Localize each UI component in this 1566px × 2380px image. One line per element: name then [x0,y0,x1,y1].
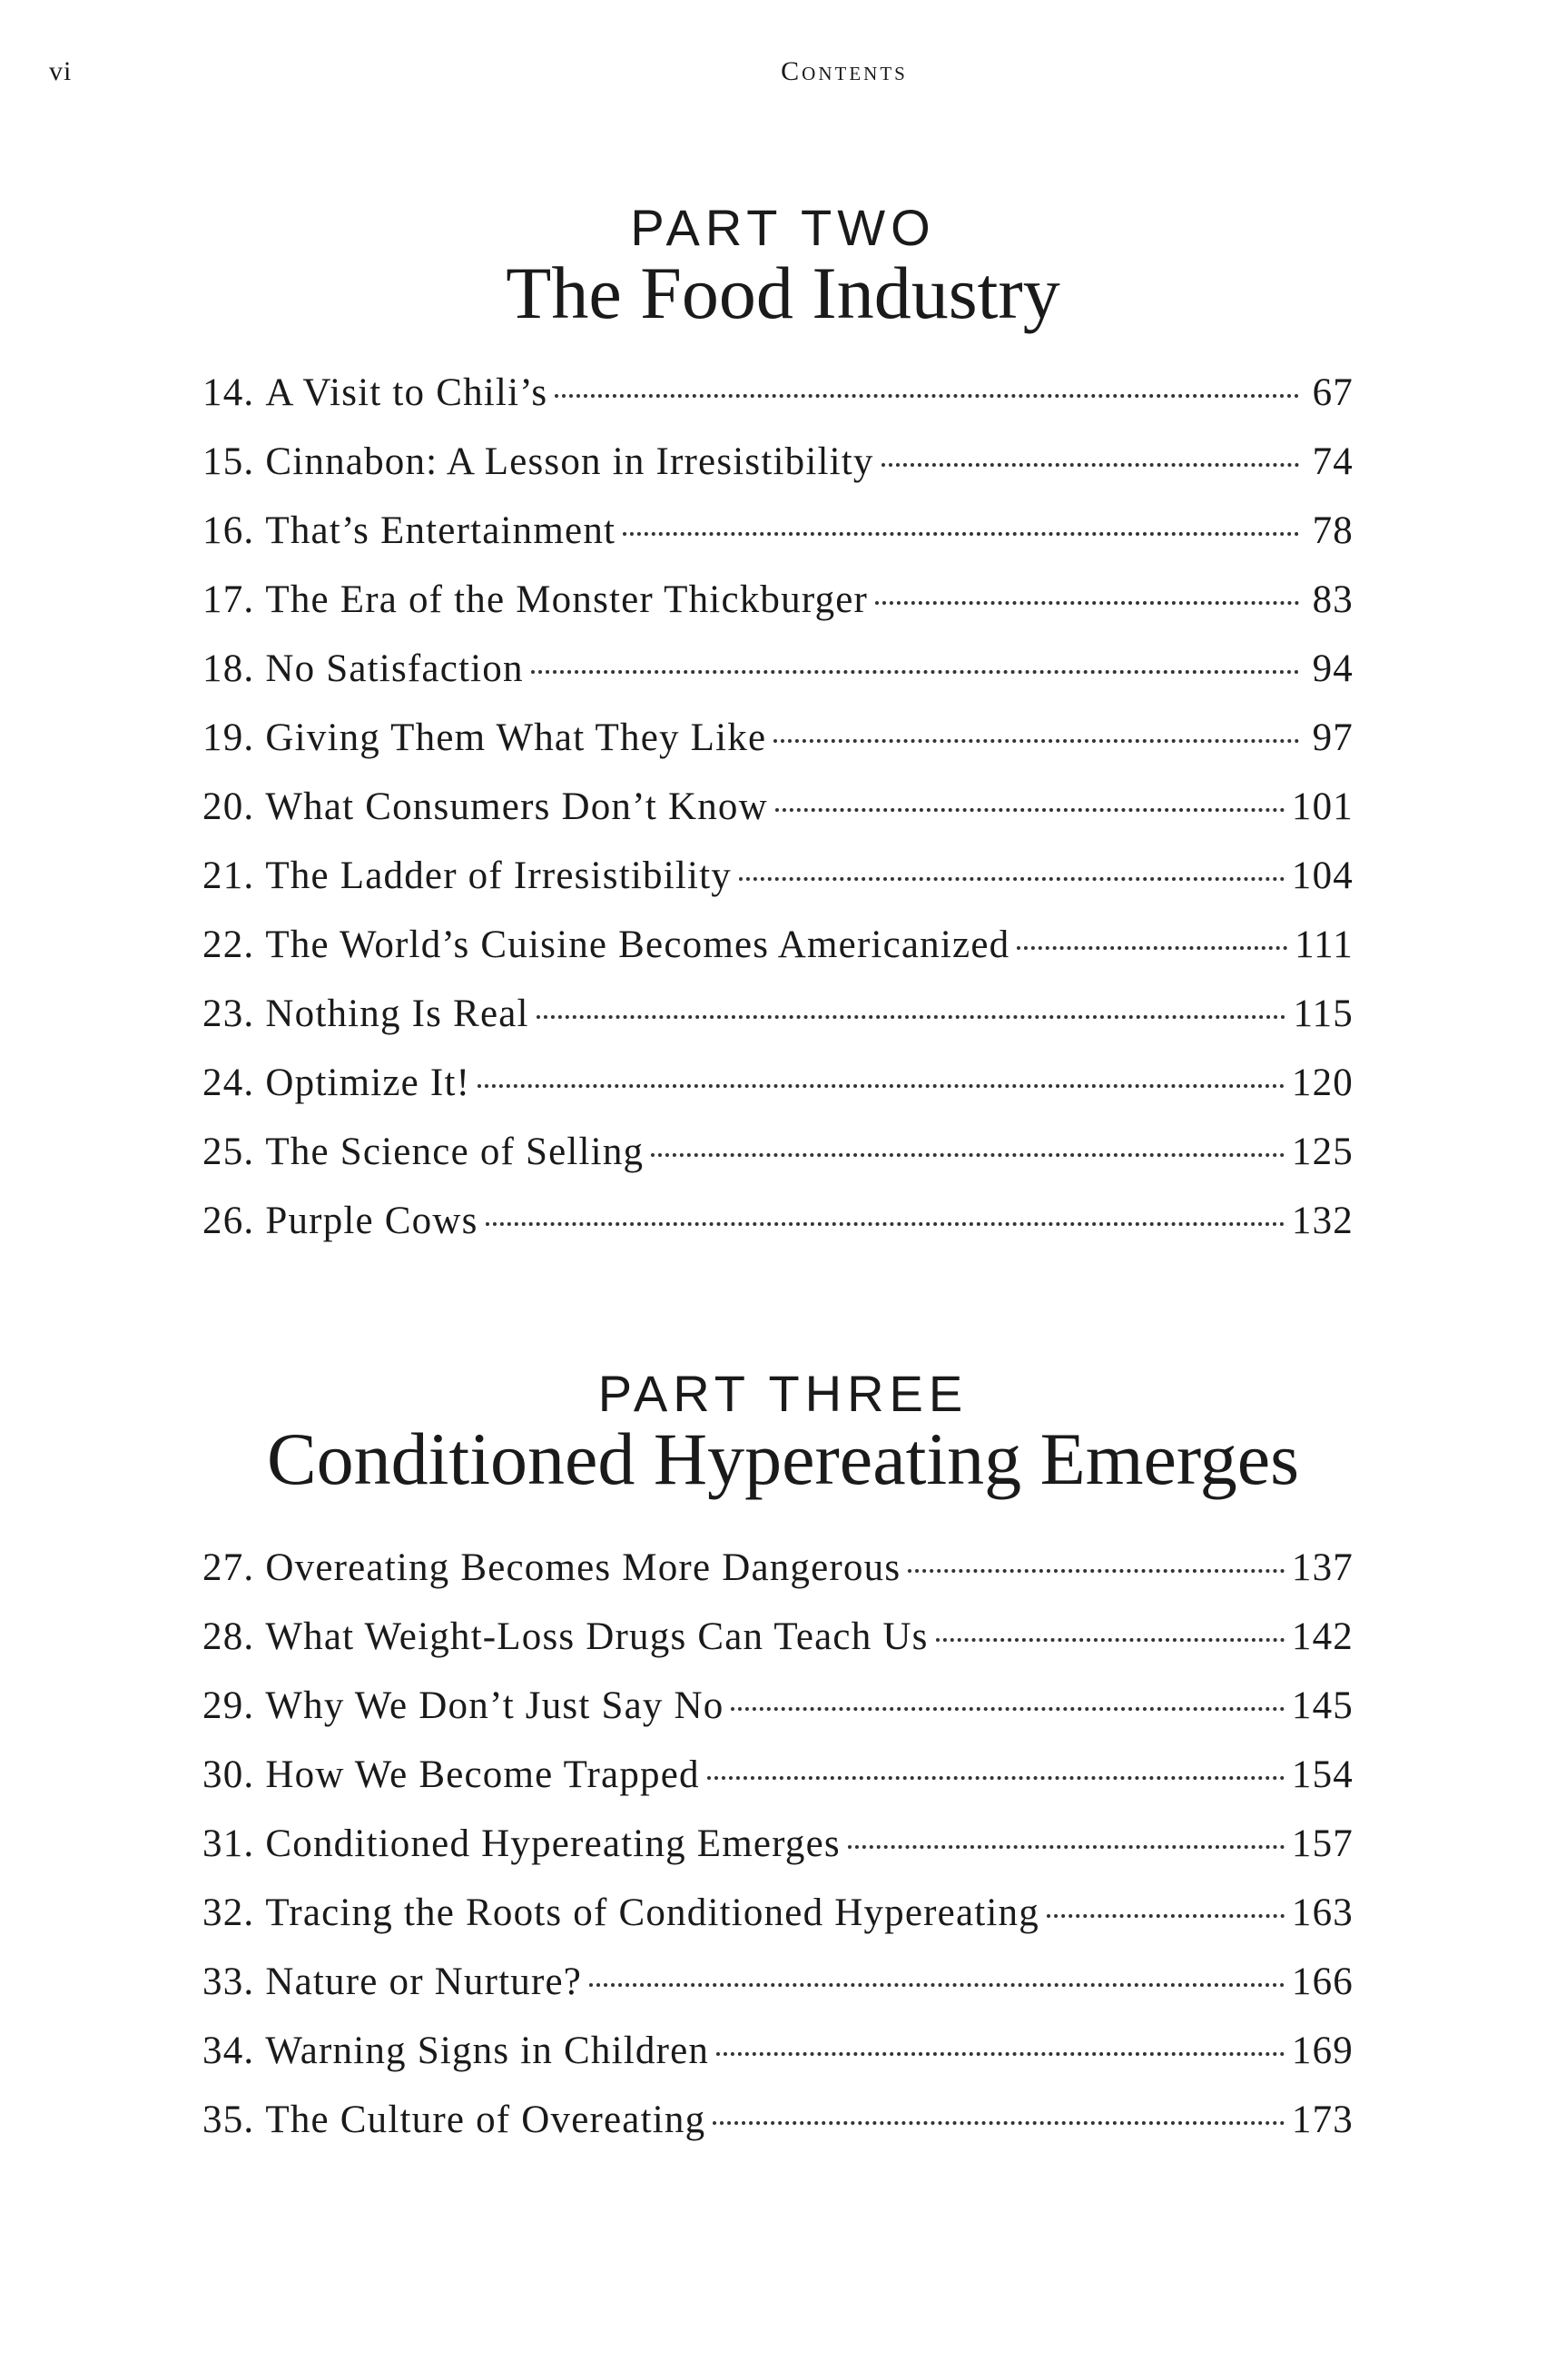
chapter-title: The Era of the Monster Thickburger [265,578,869,621]
toc-entry[interactable] [202,2098,1354,2167]
dot-leader [555,394,1299,398]
chapter-title: The Culture of Overeating [265,2099,706,2141]
toc-entry[interactable] [202,1546,1354,1615]
page-number: 169 [1291,2029,1354,2072]
page-number: 94 [1312,647,1354,690]
chapter-title: The Ladder of Irresistibility [265,854,732,897]
dot-leader [731,1707,1284,1711]
dot-leader [486,1222,1285,1226]
chapter-number: 33. [202,1960,255,2003]
page-number: 104 [1291,854,1354,897]
dot-leader [1017,946,1287,950]
page-number: 173 [1291,2099,1354,2141]
page-number: 78 [1312,509,1354,552]
dot-leader [775,808,1285,812]
chapter-number: 25. [202,1131,255,1173]
dot-leader [531,670,1299,674]
toc-entry[interactable] [202,992,1354,1061]
chapter-title: How We Become Trapped [265,1753,700,1796]
dot-leader [739,877,1285,881]
dot-leader [936,1638,1285,1642]
page-number: 120 [1291,1062,1354,1104]
toc-entry[interactable] [202,370,1354,439]
chapter-title: That’s Entertainment [265,509,616,552]
toc-entry[interactable] [202,854,1354,923]
page-number: 115 [1293,992,1354,1035]
dot-leader [651,1153,1285,1157]
toc-entry[interactable] [202,647,1354,716]
toc-entry[interactable] [202,1130,1354,1199]
chapter-number: 19. [202,716,255,759]
part-two-title: The Food Industry [506,252,1060,334]
chapter-number: 35. [202,2099,255,2141]
part-three-title: Conditioned Hypereating Emerges [266,1417,1300,1500]
chapter-title: No Satisfaction [265,647,524,690]
toc-entry[interactable] [202,1684,1354,1753]
toc-entry[interactable] [202,716,1354,785]
chapter-number: 31. [202,1822,255,1865]
chapter-number: 15. [202,440,255,483]
toc-entry[interactable] [202,578,1354,647]
page-number: 97 [1312,716,1354,759]
chapter-title: Cinnabon: A Lesson in Irresistibility [265,440,874,483]
toc-entry[interactable] [202,1199,1354,1268]
toc-entry[interactable] [202,439,1354,509]
page-number: 111 [1295,923,1354,966]
page-number: 145 [1291,1684,1354,1727]
chapter-title: The World’s Cuisine Becomes Americanized [265,923,1010,966]
dot-leader [716,2052,1285,2056]
page-number: 125 [1291,1131,1354,1173]
page-number: 166 [1291,1960,1354,2003]
chapter-number: 20. [202,785,255,828]
toc-entry[interactable] [202,785,1354,854]
page-number: 163 [1291,1891,1354,1934]
page-number: 142 [1291,1615,1354,1658]
page-number: 101 [1291,785,1354,828]
toc-entry[interactable] [202,923,1354,992]
dot-leader [875,601,1299,605]
toc-entry[interactable] [202,509,1354,578]
chapter-title: What Consumers Don’t Know [265,785,768,828]
page-number: 137 [1291,1546,1354,1589]
dot-leader [713,2121,1285,2125]
dot-leader [589,1983,1285,1987]
dot-leader [537,1015,1286,1019]
chapter-title: Optimize It! [265,1062,471,1104]
page-number: 157 [1291,1822,1354,1865]
chapter-title: Why We Don’t Just Say No [265,1684,724,1727]
dot-leader [1047,1914,1285,1918]
page-folio: vi [49,56,73,86]
chapter-number: 30. [202,1753,255,1796]
chapter-number: 17. [202,578,255,621]
part-three-label: PART THREE [597,1365,969,1422]
toc-entry[interactable] [202,1822,1354,1891]
chapter-title: What Weight-Loss Drugs Can Teach Us [265,1615,929,1658]
dot-leader [623,532,1299,536]
part-three-toc-list [202,1546,1354,2167]
toc-entry[interactable] [202,1061,1354,1130]
dot-leader [773,739,1299,743]
dot-leader [478,1084,1285,1088]
chapter-title: Warning Signs in Children [265,2029,710,2072]
running-head [0,56,1566,93]
page-number: 67 [1312,371,1354,414]
page-number: 154 [1291,1753,1354,1796]
chapter-number: 14. [202,371,255,414]
toc-entry[interactable] [202,1891,1354,1960]
chapter-title: Conditioned Hypereating Emerges [265,1822,841,1865]
chapter-number: 32. [202,1891,255,1934]
dot-leader [908,1569,1285,1573]
chapter-number: 16. [202,509,255,552]
chapter-number: 29. [202,1684,255,1727]
toc-entry[interactable] [202,2029,1354,2098]
chapter-number: 24. [202,1062,255,1104]
dot-leader [881,463,1299,467]
chapter-number: 21. [202,854,255,897]
chapter-number: 34. [202,2029,255,2072]
chapter-title: Nothing Is Real [265,992,529,1035]
part-two-label: PART TWO [630,199,936,256]
dot-leader [848,1845,1285,1849]
chapter-number: 26. [202,1200,255,1242]
part-two-toc-list [202,370,1354,1268]
chapter-number: 18. [202,647,255,690]
chapter-number: 23. [202,992,255,1035]
chapter-title: Giving Them What They Like [265,716,767,759]
dot-leader [707,1776,1285,1780]
toc-entry[interactable] [202,1615,1354,1684]
page-number: 132 [1291,1200,1354,1242]
chapter-number: 28. [202,1615,255,1658]
chapter-number: 22. [202,923,255,966]
toc-entry[interactable] [202,1960,1354,2029]
page-number: 74 [1312,440,1354,483]
chapter-number: 27. [202,1546,255,1589]
toc-entry[interactable] [202,1753,1354,1822]
chapter-title: A Visit to Chili’s [265,371,548,414]
running-title: Contents [781,56,908,86]
page-number: 83 [1312,578,1354,621]
chapter-title: Purple Cows [265,1200,478,1242]
chapter-title: Nature or Nurture? [265,1960,583,2003]
chapter-title: The Science of Selling [265,1131,645,1173]
chapter-title: Overeating Becomes More Dangerous [265,1546,901,1589]
chapter-title: Tracing the Roots of Conditioned Hypereating [265,1891,1039,1934]
